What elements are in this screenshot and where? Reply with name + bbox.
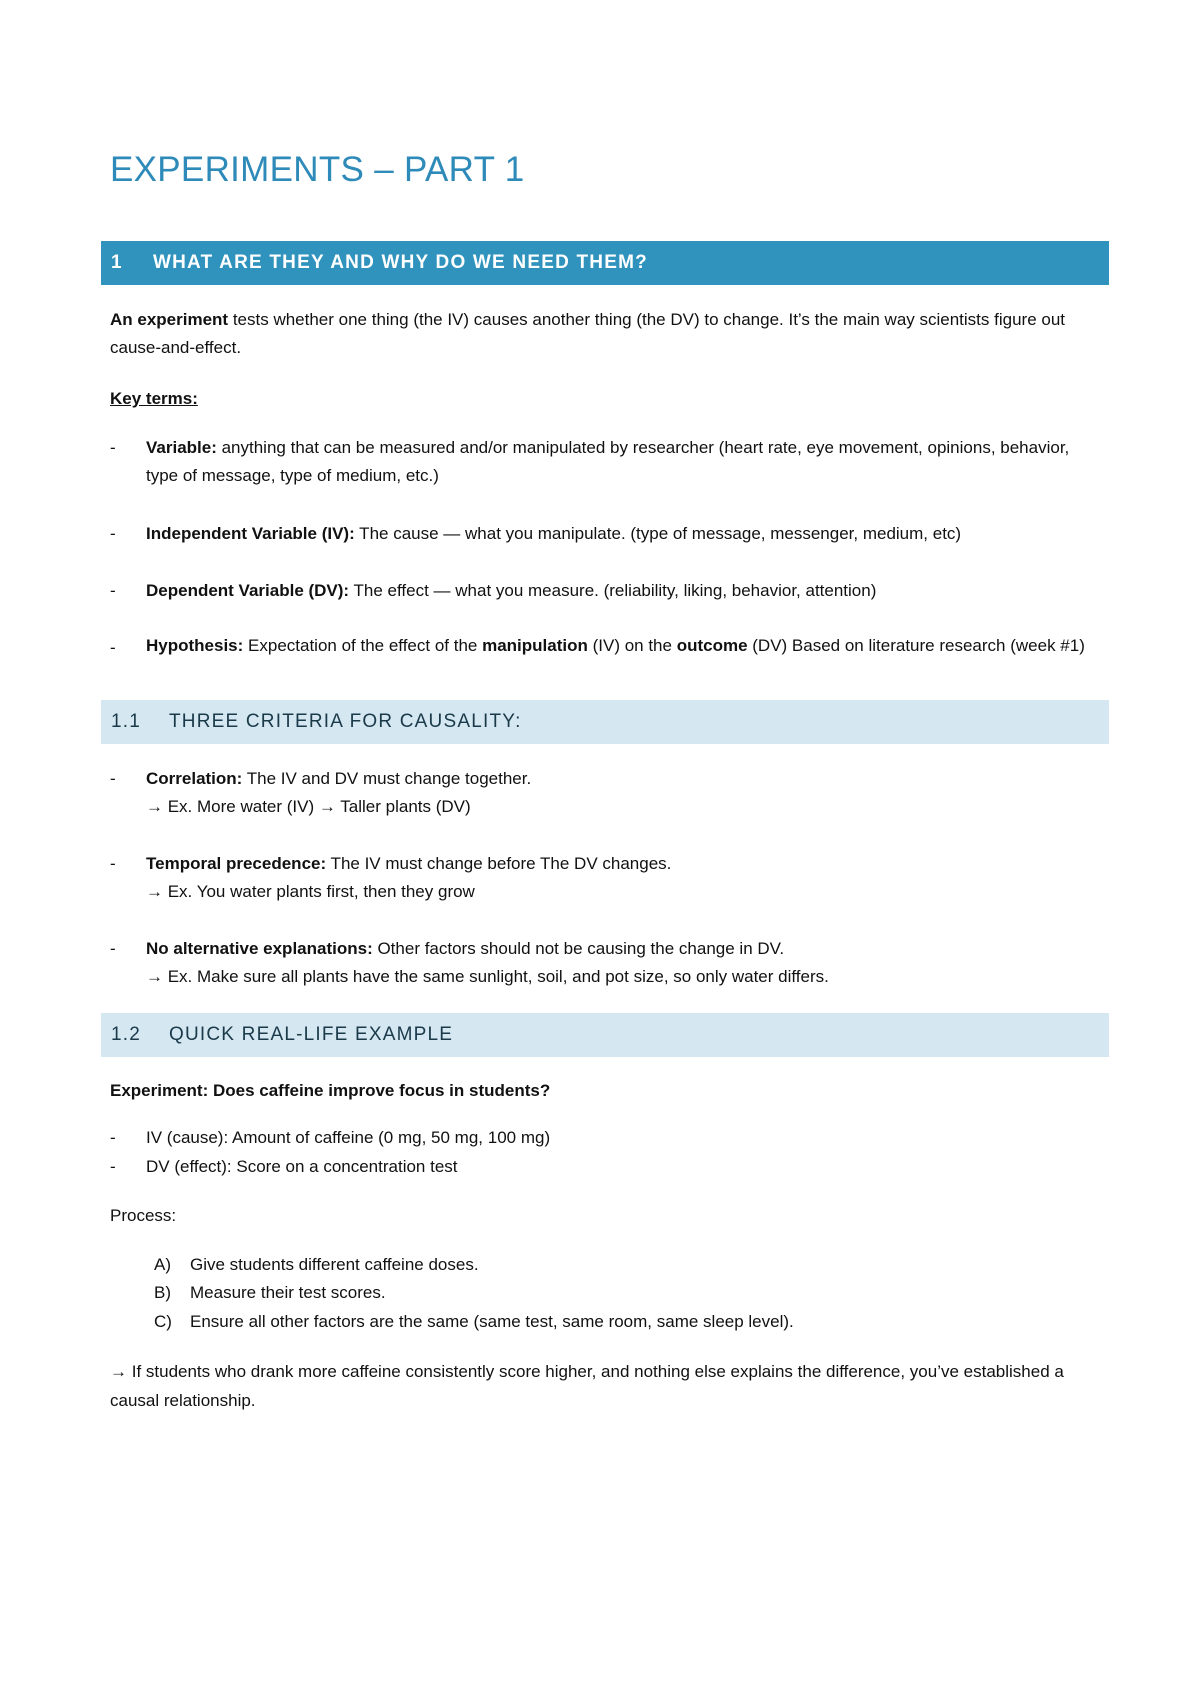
bullet-dash: - <box>110 854 116 873</box>
process-label: Process: <box>110 1206 177 1225</box>
process-step <box>154 1308 794 1336</box>
hypothesis-text: (IV) on the <box>587 636 677 655</box>
experiment-text: Experiment: Does caffeine improve focus in students? <box>110 1081 551 1100</box>
intro-bold: An experiment <box>110 310 229 329</box>
bullet-text: IV (cause): Amount of caffeine (0 mg, 50 mg, 100 mg) <box>146 1128 551 1147</box>
term-text: anything that can be measured and/or manipulated by researcher (heart rate, eye movement, opinions, behavior, type of message, type of medium, etc.) <box>146 438 1070 485</box>
step-letter: A) <box>154 1255 171 1274</box>
bullet-dash: - <box>110 1157 116 1176</box>
section-heading-text: QUICK REAL-LIFE EXAMPLE <box>169 1024 454 1045</box>
section-heading-text: WHAT ARE THEY AND WHY DO WE NEED THEM? <box>153 252 648 273</box>
section-1-heading <box>101 241 1109 285</box>
manipulation-bold: manipulation <box>482 636 588 655</box>
key-terms-text: Key terms: <box>110 389 198 408</box>
step-letter: B) <box>154 1283 171 1302</box>
step-text: Measure their test scores. <box>190 1283 386 1302</box>
section-1-2-heading <box>101 1013 1109 1057</box>
intro-paragraph <box>110 306 1100 362</box>
intro-text: tests whether one thing (the IV) causes another thing (the DV) to change. It’s the main way scientists figure out cause-and-effect. <box>110 310 1066 357</box>
section-number: 1.1 <box>111 711 142 732</box>
section-heading-text: THREE CRITERIA FOR CAUSALITY: <box>169 711 522 732</box>
term-name: Hypothesis: <box>146 636 244 655</box>
criterion-example: → Ex. More water (IV) → Taller plants (DV) <box>146 796 471 816</box>
criterion-name: Correlation: <box>146 769 243 788</box>
key-terms-label <box>110 385 1100 413</box>
bullet-dash: - <box>110 769 116 788</box>
section-number: 1 <box>111 252 123 273</box>
hypothesis-text: Expectation of the effect of the <box>243 636 483 655</box>
bullet-dash: - <box>110 939 116 958</box>
bullet-dash: - <box>110 524 116 543</box>
criterion-text: The IV must change before The DV changes. <box>326 854 672 873</box>
outcome-bold: outcome <box>676 636 748 655</box>
term-name: Variable: <box>146 438 217 457</box>
conclusion-paragraph: → If students who drank more caffeine consistently score higher, and nothing else explains the difference, you’ve established a causal relationship. <box>110 1362 1064 1410</box>
bullet-text: DV (effect): Score on a concentration test <box>146 1157 458 1176</box>
term-name: Dependent Variable (DV): <box>146 581 350 600</box>
term-name: Independent Variable (IV): <box>146 524 355 543</box>
criterion-name: Temporal precedence: <box>146 854 327 873</box>
criterion-example: → Ex. Make sure all plants have the same sunlight, soil, and pot size, so only water differs. <box>146 966 829 986</box>
bullet-dash: - <box>110 638 116 657</box>
step-text: Give students different caffeine doses. <box>190 1255 479 1274</box>
section-1-1-heading <box>101 700 1109 744</box>
hypothesis-text: (DV) Based on literature research (week #1) <box>747 636 1085 655</box>
step-letter: C) <box>154 1312 172 1331</box>
process-step <box>154 1279 386 1307</box>
page-title: EXPERIMENTS – PART 1 <box>110 150 525 189</box>
term-text: The effect — what you measure. (reliability, liking, behavior, attention) <box>349 581 877 600</box>
step-text: Ensure all other factors are the same (same test, same room, same sleep level). <box>190 1312 794 1331</box>
experiment-label <box>110 1077 1100 1105</box>
criterion-text: The IV and DV must change together. <box>242 769 532 788</box>
bullet-dash: - <box>110 438 116 457</box>
bullet-dash: - <box>110 1128 116 1147</box>
process-step <box>154 1251 479 1279</box>
criterion-example: → Ex. You water plants first, then they grow <box>146 881 475 901</box>
section-number: 1.2 <box>111 1024 142 1045</box>
term-text: The cause — what you manipulate. (type of message, messenger, medium, etc) <box>354 524 962 543</box>
criterion-name: No alternative explanations: <box>146 939 373 958</box>
bullet-dash: - <box>110 581 116 600</box>
criterion-text: Other factors should not be causing the change in DV. <box>372 939 785 958</box>
